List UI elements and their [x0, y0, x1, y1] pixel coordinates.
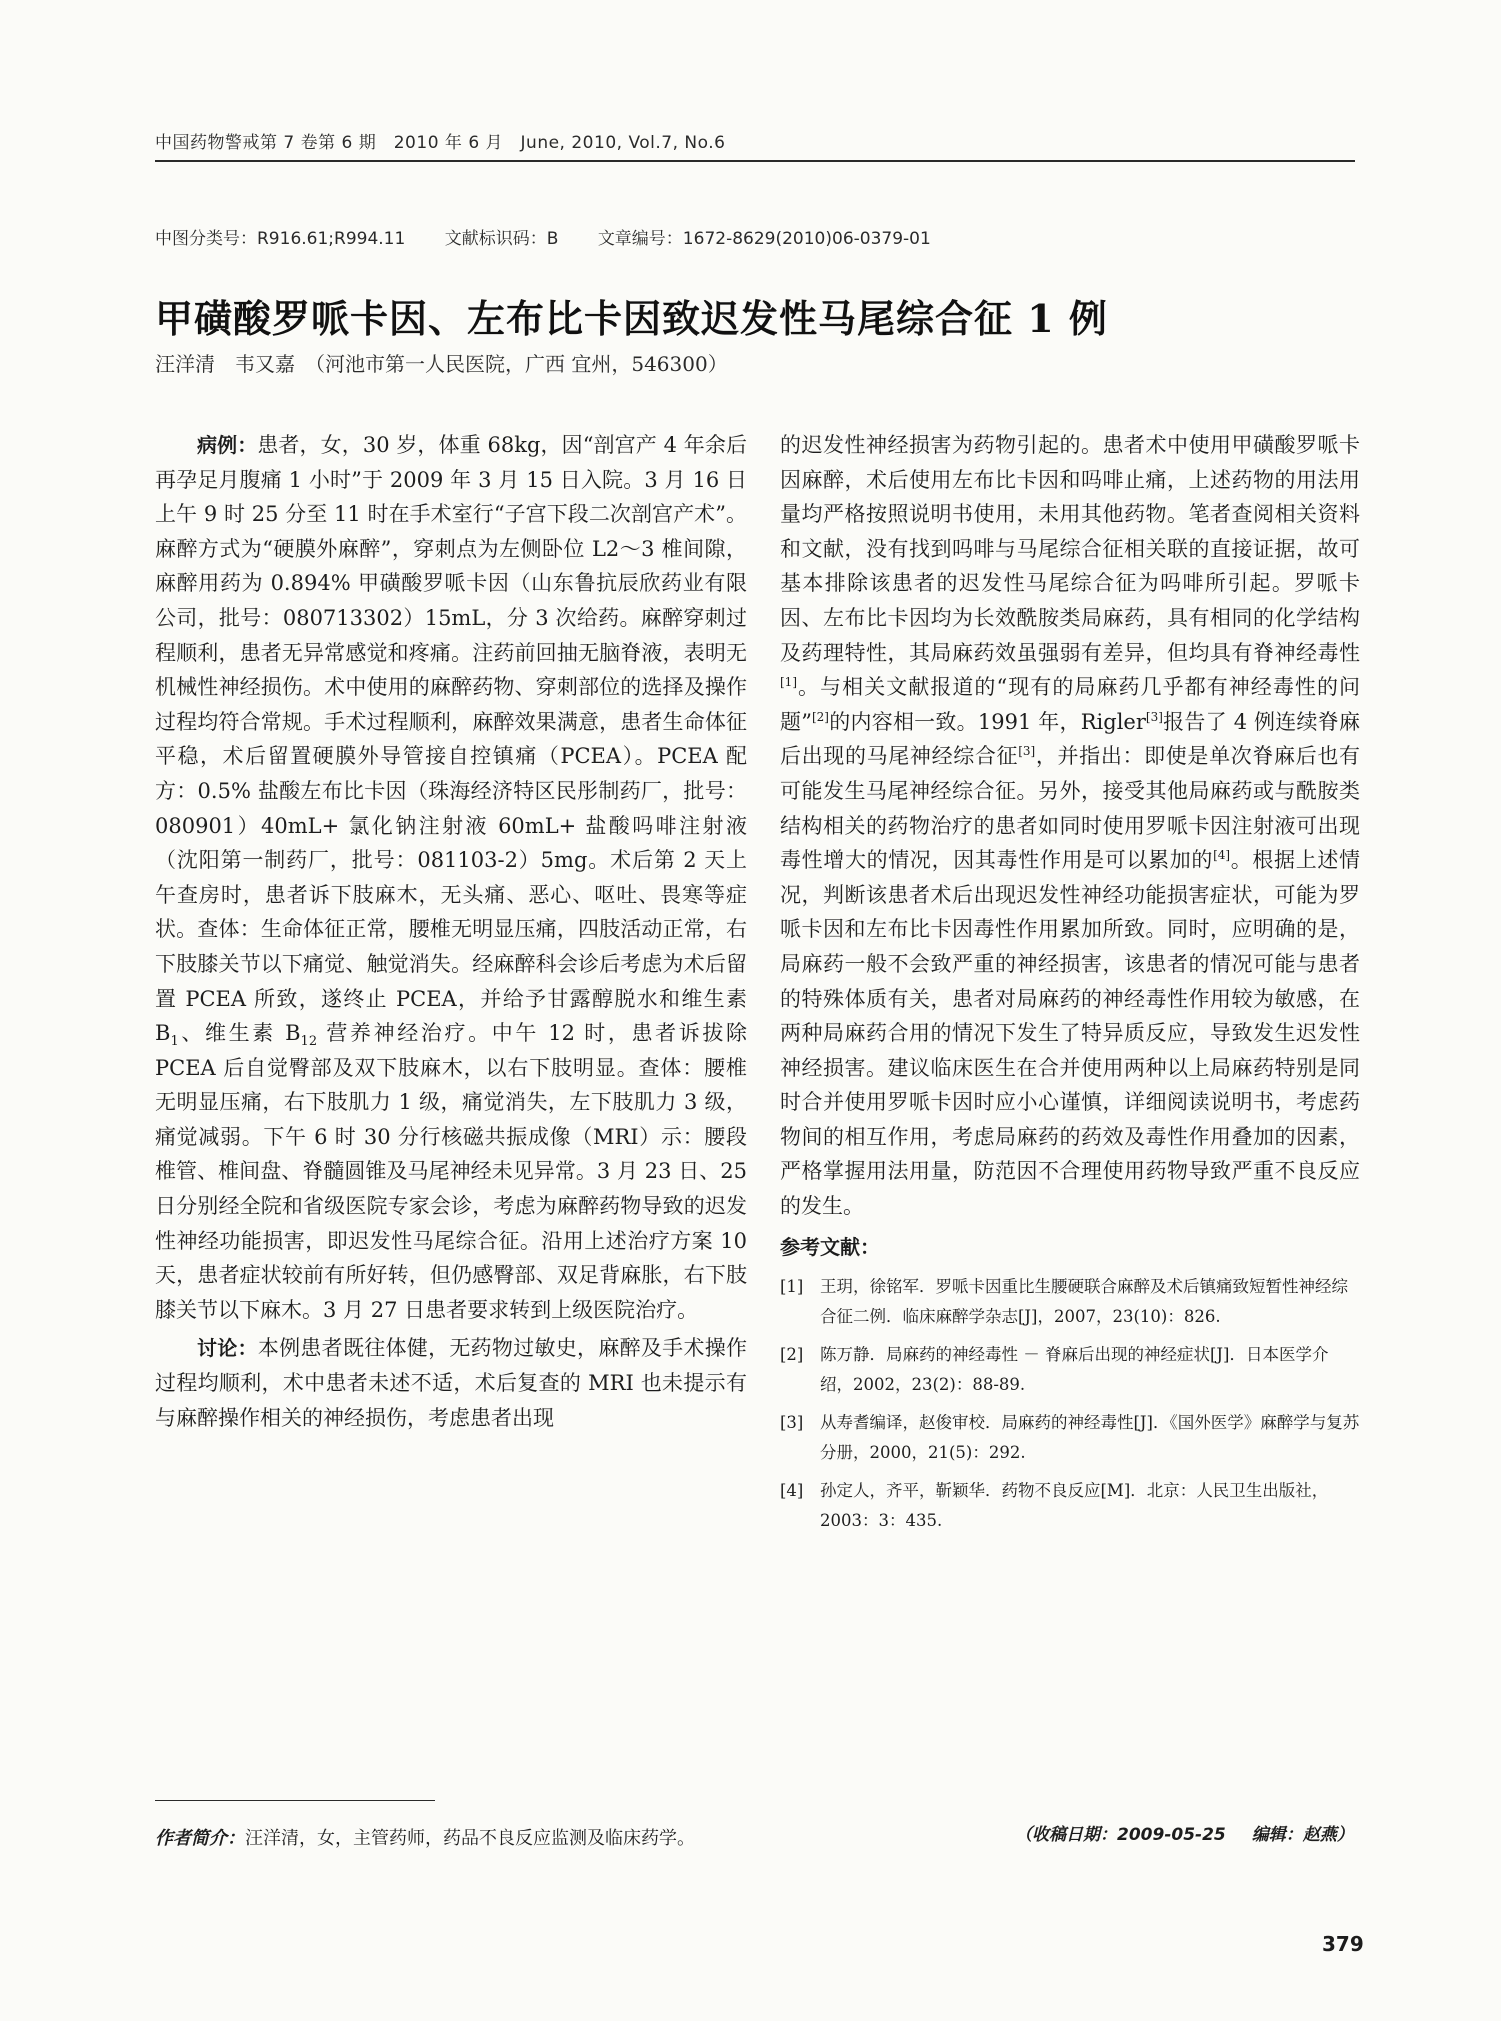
case-lead: 病例： [197, 433, 258, 457]
discussion-text-c: 。与相关文献报道的“现有的局麻药几乎都有神经毒性的问题” [780, 675, 1360, 734]
footnote-rule [155, 1800, 435, 1801]
citation: [4] [1213, 848, 1231, 863]
classification-line [155, 224, 965, 249]
reference-list [780, 1272, 1360, 1536]
citation: [2] [811, 709, 829, 724]
discussion-text-d: 的内容相一致。1991 年，Rigler [828, 709, 1146, 734]
page-number: 379 [1322, 1932, 1364, 1956]
reference-number: [3] [780, 1413, 804, 1433]
document-code: 文献标识码：B [444, 229, 559, 249]
left-column [155, 428, 747, 1435]
received-date-text: （收稿日期：2009-05-25 [1015, 1825, 1226, 1845]
author-affiliation: 汪洋清 韦又嘉 （河池市第一人民医院，广西 宜州，546300） [155, 352, 728, 376]
reference-text: 孙定人，齐平，靳颖华．药物不良反应[M]．北京：人民卫生出版社，2003：3：435. [820, 1481, 1329, 1531]
editor-name: 编辑：赵燕） [1251, 1825, 1354, 1845]
header-rule [155, 160, 1355, 162]
reference-text: 王玥，徐铭军．罗哌卡因重比生腰硬联合麻醉及术后镇痛致短暂性神经综合征二例．临床麻醉学杂志[J]，2007，23(10)：826. [820, 1277, 1348, 1327]
author-bio-label: 作者简介： [155, 1828, 245, 1849]
received-date [1015, 1820, 1354, 1845]
discussion-paragraph [155, 1331, 747, 1435]
citation: [3] [1018, 744, 1036, 759]
reference-number: [2] [780, 1345, 804, 1365]
discussion-text-b: 的迟发性神经损害为药物引起的。患者术中使用甲磺酸罗哌卡因麻醉，术后使用左布比卡因和吗啡止痛，上述药物的用法用量均严格按照说明书使用，未用其他药物。笔者查阅相关资料和文献，没有找到吗啡与马尾综合征相关联的直接证据，故可基本排除该患者的迟发性马尾综合征为吗啡所引起。罗哌卡因、左布比卡因均为长效酰胺类局麻药，具有相同的化学结构及药理特性，其局麻药效虽强弱有差异，但均具有脊神经毒性 [780, 433, 1360, 665]
article-number: 文章编号：1672-8629(2010)06-0379-01 [597, 229, 931, 249]
discussion-text-e: 报告了 4 例连续脊麻后出现的马尾神经综合征 [780, 709, 1360, 769]
case-text-c: 营养神经治疗。中午 12 时，患者诉拔除 PCEA 后自觉臀部及双下肢麻木，以右下肢明显。查体：腰椎无明显压痛，右下肢肌力 1 级，痛觉消失，左下肢肌力 3 级，痛觉减弱。下午 6 时 30 分行核磁共振成像（MRI）示：腰段椎管、椎间盘、脊髓圆锥及马尾神经未见异常。3 月 23 日、25 日分别经全院和省级医院专家会诊，考虑为麻醉药物导致的迟发性神经功能损害，即迟发性马尾综合征。沿用上述治疗方案 10 天，患者症状较前有所好转，但仍感臀部、双足背麻胀，右下肢膝关节以下麻木。3 月 27 日患者要求转到上级医院治疗。 [155, 1021, 747, 1322]
right-column [780, 428, 1360, 1544]
discussion-text-a: 本例患者既往体健，无药物过敏史，麻醉及手术操作过程均顺利，术中患者未述不适，术后复查的 MRI 也未提示有与麻醉操作相关的神经损伤，考虑患者出现 [155, 1336, 748, 1430]
reference-item [780, 1408, 1360, 1468]
clc-number: 中图分类号：R916.61;R994.11 [155, 229, 406, 249]
reference-text: 从寿耆编译，赵俊审校．局麻药的神经毒性[J]．《国外医学》麻醉学与复苏分册，2000，21(5)：292. [820, 1413, 1360, 1463]
reference-item [780, 1272, 1360, 1332]
article-title: 甲磺酸罗哌卡因、左布比卡因致迟发性马尾综合征 1 例 [155, 296, 1108, 341]
author-bio [155, 1824, 695, 1850]
discussion-lead: 讨论： [197, 1336, 258, 1361]
running-head: 中国药物警戒第 7 卷第 6 期 2010 年 6 月 June, 2010, Vol.7, No.6 [155, 133, 726, 153]
case-text-a: 患者，女，30 岁，体重 68kg，因“剖宫产 4 年余后再孕足月腹痛 1 小时”于 2009 年 3 月 15 日入院。3 月 16 日上午 9 时 25 分至 11 时在手术室行“子宫下段二次剖宫产术”。麻醉方式为“硬膜外麻醉”，穿刺点为左侧卧位 L2～3 椎间隙，麻醉用药为 0.894% 甲磺酸罗哌卡因（山东鲁抗辰欣药业有限公司，批号：080713302）15mL，分 3 次给药。麻醉穿刺过程顺利，患者无异常感觉和疼痛。注药前回抽无脑脊液，表明无机械性神经损伤。术中使用的麻醉药物、穿刺部位的选择及操作过程均符合常规。手术过程顺利，麻醉效果满意，患者生命体征平稳，术后留置硬膜外导管接自控镇痛（PCEA）。PCEA 配方：0.5% 盐酸左布比卡因（珠海经济特区民彤制药厂，批号：080901）40mL+ 氯化钠注射液 60mL+ 盐酸吗啡注射液（沈阳第一制药厂，批号：081103-2）5mg。术后第 2 天上午查房时，患者诉下肢麻木，无头痛、恶心、呕吐、畏寒等症状。查体：生命体征正常，腰椎无明显压痛，四肢活动正常，右下肢膝关节以下痛觉、触觉消失。经麻醉科会诊后考虑为术后留置 PCEA 所致，遂终止 PCEA，并给予甘露醇脱水和维生素 B [155, 433, 747, 1046]
reference-item [780, 1476, 1360, 1536]
discussion-text-g: 。根据上述情况，判断该患者术后出现迟发性神经功能损害症状，可能为罗哌卡因和左布比卡因毒性作用累加所致。同时，应明确的是，局麻药一般不会致严重的神经损害，该患者的情况可能与患者的特殊体质有关，患者对局麻药的神经毒性作用较为敏感，在两种局麻药合用的情况下发生了特异质反应，导致发生迟发性神经损害。建议临床医生在合并使用两种以上局麻药特别是同时合并使用罗哌卡因时应小心谨慎，详细阅读说明书，考虑药物间的相互作用，考虑局麻药的药效及毒性作用叠加的因素，严格掌握用法用量，防范因不合理使用药物导致严重不良反应的发生。 [780, 848, 1361, 1219]
vitamin-b12-subscript: 12 [300, 1034, 318, 1050]
vitamin-b1-subscript: 1 [170, 1034, 179, 1050]
references-heading: 参考文献： [780, 1234, 880, 1259]
author-bio-text: 汪洋清，女，主管药师，药品不良反应监测及临床药学。 [245, 1828, 695, 1849]
citation: [3] [1145, 709, 1163, 724]
case-text-b: 、维生素 B [178, 1021, 301, 1046]
reference-text: 陈万静．局麻药的神经毒性 － 脊麻后出现的神经症状[J]．日本医学介绍，2002，23(2)：88-89. [820, 1345, 1329, 1395]
reference-item [780, 1340, 1360, 1400]
reference-number: [4] [780, 1481, 804, 1501]
reference-number: [1] [780, 1277, 804, 1297]
discussion-continued [780, 428, 1360, 1224]
discussion-text-f: ，并指出：即使是单次脊麻后也有可能发生马尾神经综合征。另外，接受其他局麻药或与酰胺类结构相关的药物治疗的患者如同时使用罗哌卡因注射液可出现毒性增大的情况，因其毒性作用是可以累加的 [780, 744, 1361, 873]
citation: [1] [780, 675, 797, 690]
case-paragraph [155, 428, 747, 1327]
